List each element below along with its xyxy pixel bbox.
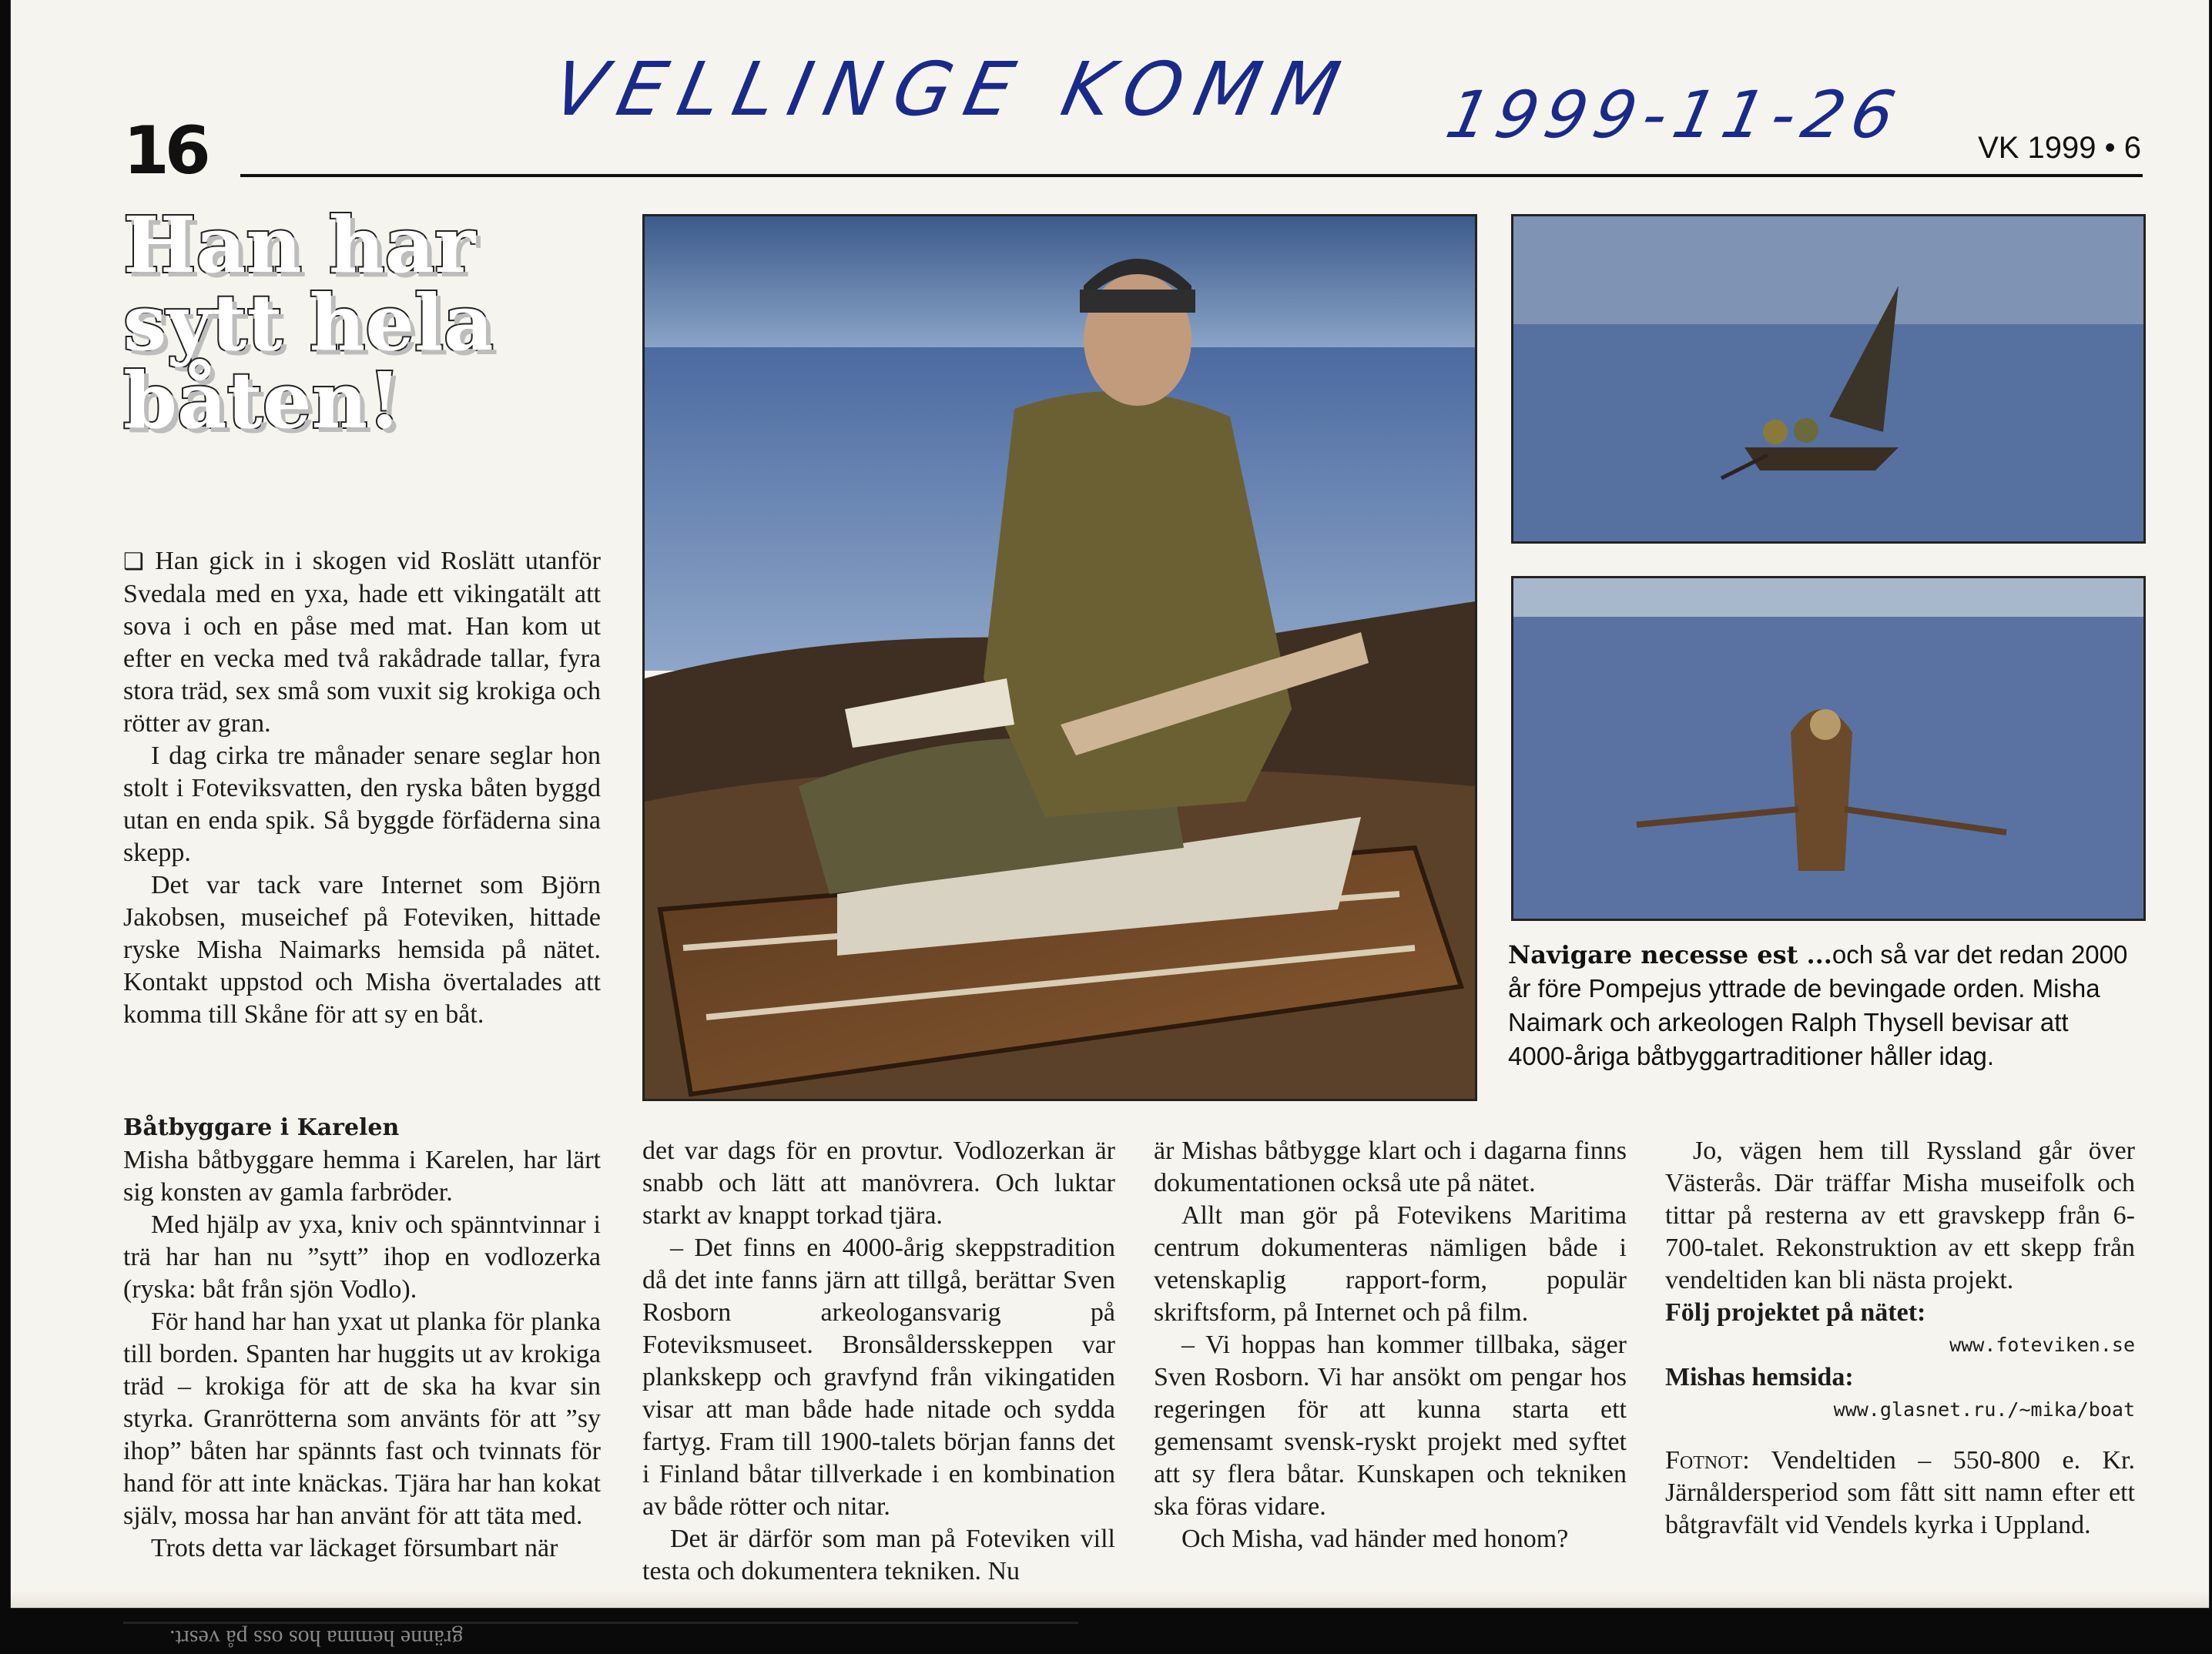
paragraph: Och Misha, vad händer med honom?: [1181, 1525, 1569, 1553]
article-column-2: [642, 1135, 1115, 1588]
headline-line-2: sytt hela: [123, 277, 494, 368]
photo-rowing-boat-image: [1513, 578, 2143, 919]
issue-label: VK 1999 • 6: [1978, 131, 2141, 165]
paragraph: – Vi hoppas han kommer tillbaka, säger Sven Rosborn. Vi har ansökt om pengar hos regeringen för att kunna starta ett gemensamt svensk-ryskt projekt med syftet att sy flera båtar. Kunskapen och tekniken ska föras vidare.: [1154, 1331, 1627, 1521]
home-label: Mishas hemsida:: [1665, 1363, 1854, 1391]
paragraph: Allt man gör på Fotevikens Maritima centrum dokumenteras nämligen både i vetenskaplig rapport-form, populär skriftsform, på Internet och på film.: [1154, 1201, 1627, 1327]
clipping-edge: [11, 1591, 2209, 1608]
header-rule: [240, 174, 2143, 177]
subheading: Båtbyggare i Karelen: [123, 1114, 400, 1141]
paragraph: Med hjälp av yxa, kniv och spänntvinnar i trä har han nu ”sytt” ihop en vodlozerka (ryska: båt från sjön Vodlo).: [123, 1210, 601, 1304]
paragraph: Det är därför som man på Foteviken vill testa och dokumentera tekniken. Nu: [642, 1525, 1115, 1585]
photo-caption: [1508, 938, 2132, 1073]
paragraph: är Mishas båtbygge klart och i dagarna finns dokumentationen också ute på nätet.: [1154, 1137, 1627, 1197]
headline-line-1: Han har: [123, 199, 475, 290]
caption-lead: Navigare necesse est ...: [1508, 940, 1832, 969]
mirrored-show-through-text: gränne hemma hos oss på vesrt.: [169, 1626, 464, 1651]
caption-text: och så var det redan 2000 år före Pompejus yttrade de bevingade orden. Misha Naimark och arkeologen Ralph Thysell bevisar att 4000-åriga båtbyggartraditioner håller idag.: [1508, 940, 2128, 1070]
photo-sailing-boat-image: [1513, 216, 2143, 541]
photo-rowing-boat: [1511, 576, 2146, 921]
page-number: 16: [123, 112, 206, 189]
paragraph: det var dags för en provtur. Vodlozerkan är snabb och lätt att manövrera. Och luktar starkt av knappt torkad tjära.: [642, 1137, 1115, 1230]
follow-label: Följ projektet på nätet:: [1665, 1298, 1926, 1327]
article-column-1-bottom: [123, 1112, 601, 1565]
footnote-label: Fotnot:: [1665, 1446, 1750, 1475]
photo-sailing-boat: [1511, 214, 2146, 544]
checkbox-bullet-icon: ❑: [123, 548, 156, 575]
paragraph: Misha båtbyggare hemma i Karelen, har lärt sig konsten av gamla farbröder.: [123, 1146, 601, 1207]
article-column-3: [1154, 1135, 1627, 1555]
paragraph: Trots detta var läckaget försumbart när: [151, 1534, 558, 1562]
article-column-1-top: [123, 545, 601, 1031]
headline-line-3: båten!: [123, 355, 402, 446]
paragraph: I dag cirka tre månader senare seglar hon stolt i Foteviksvatten, den ryska båten byggd utan en enda spik. Så byggde förfäderna sina skepp.: [123, 742, 601, 867]
paragraph: – Det finns en 4000-årig skeppstradition då det inte fanns järn att tillgå, berättar Sven Rosborn arkeologansvarig på Foteviksmuseet. Bronsåldersskeppen var plankskepp och gravfynd från vikingatiden visar att man både hade nitade och sydda fartyg. Fram till 1900-talets början fanns det i Finland båtar tillverkade i en kombination av både rötter och nitar.: [642, 1234, 1115, 1521]
lead-paragraph: ❑ Han gick in i skogen vid Roslätt utanför Svedala med en yxa, hade ett vikingatält att sova i och en påse med mat. Han kom ut efter en vecka med två rakådrade tallar, fyra stora träd, sex små som vuxit sig krokiga och rötter av gran.: [123, 547, 601, 738]
paragraph: Jo, vägen hem till Ryssland går över Västerås. Där träffar Misha museifolk och tittar på resterna av ett gravskepp från 6-700-talet. Rekonstruktion av ett skepp från vendeltiden kan bli nästa projekt.: [1665, 1137, 2135, 1294]
foteviken-url: www.foteviken.se: [1949, 1334, 2135, 1356]
article-column-4: [1665, 1135, 2135, 1542]
paragraph: För hand har han yxat ut planka för planka till borden. Spanten har huggits ut av krokiga träd – krokiga för att de ska ha kvar sin styrka. Granrötterna som använts för att ”sy ihop” båten har spännts fast och tvinnats för hand för att inte knäckas. Tjära har han kokat själv, mossa har han använt för att täta med.: [123, 1307, 601, 1530]
footnote: Fotnot: Vendeltiden – 550-800 e. Kr. Järnåldersperiod som fått sitt namn efter ett båtgravfält vid Vendels kyrka i Uppland.: [1665, 1446, 2135, 1539]
photo-boatbuilder-image: [645, 216, 1475, 1099]
bottom-rule: [123, 1622, 1078, 1624]
handwritten-source: VELLINGE KOMM: [545, 46, 1361, 132]
paragraph: Det var tack vare Internet som Björn Jakobsen, museichef på Foteviken, hittade ryske Misha Naimarks hemsida på nätet. Kontakt uppstod och Misha övertalades att komma till Skåne för att sy en båt.: [123, 871, 601, 1029]
photo-boatbuilder: [642, 214, 1477, 1101]
homepage-url: www.glasnet.ru./~mika/boat: [1833, 1398, 2135, 1421]
headline: [123, 199, 585, 446]
handwritten-date: 1999-11-26: [1439, 77, 1909, 152]
